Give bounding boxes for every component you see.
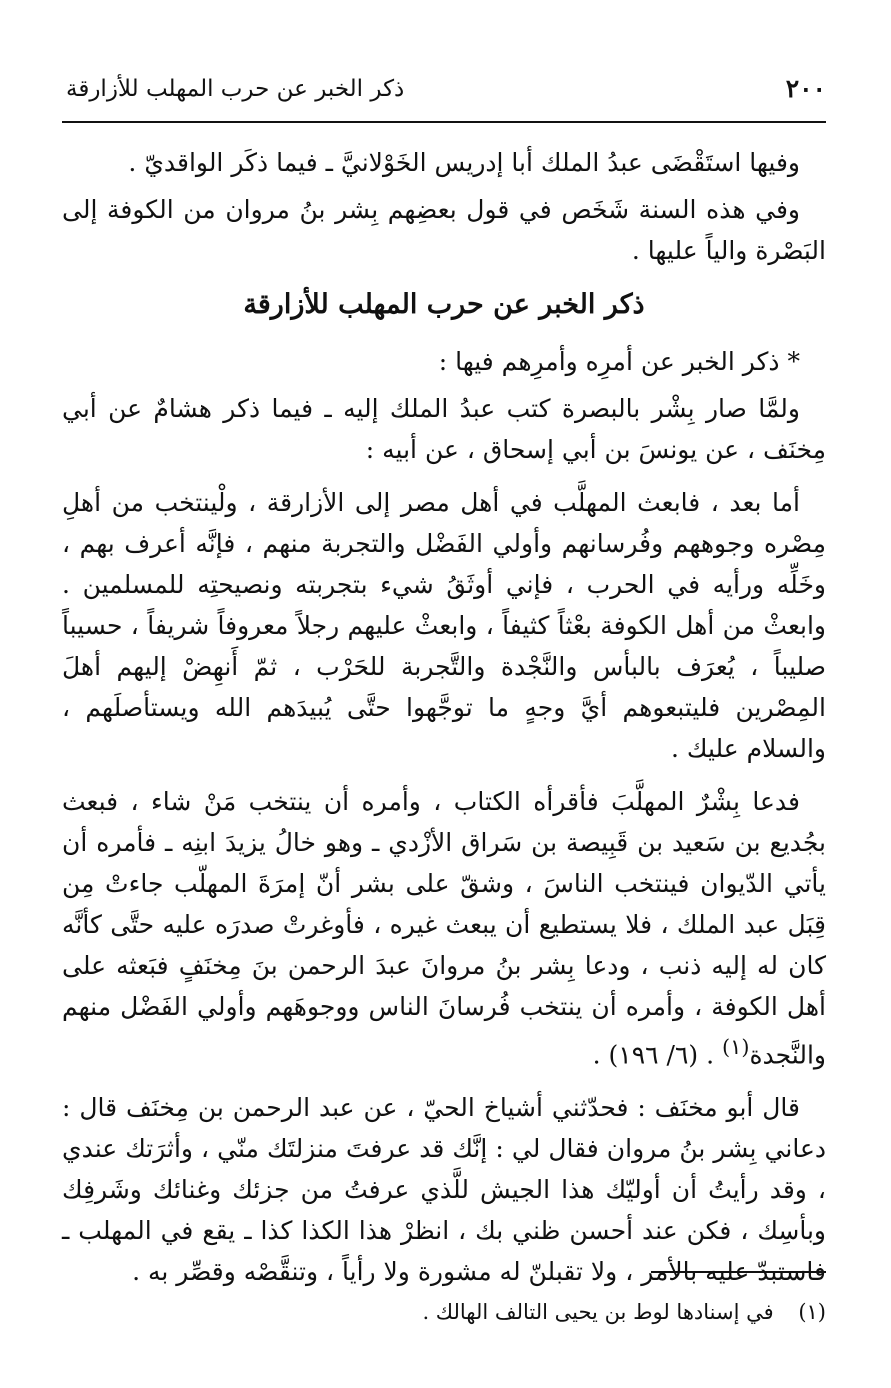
paragraph-muhallab-citation: . (٦/ ١٩٦) . xyxy=(592,1040,722,1070)
paragraph-abu-mikhnaf: قال أبو مخنَف : فحدّثني أشياخ الحيّ ، عن عبد الرحمن بن مِخنَف قال : دعاني بِشر بنُ مروان فقال لي : إنَّك قد عرفتَ منزلتَك منّي ، وأثرَتك عندي ، وقد رأيتُ أن أوليّك هذا الجيش للَّذي عرفتُ من جزئك وغنائك وشَرفِك وبأسِك ، فكن عند أحسن ظني بك ، انظرْ هذا الكذا كذا ـ يقع في المهلب ـ فاستبدّ عليه بالأمر ، ولا تقبلنّ له مشورة ولا رأياً ، وتنقَّصْه وقصِّر به . xyxy=(62,1093,826,1287)
section-heading: ذكر الخبر عن حرب المهلب للأزارقة xyxy=(243,289,645,320)
footnote-divider xyxy=(651,1271,826,1273)
running-title: ذكر الخبر عن حرب المهلب للأزارقة xyxy=(66,76,405,102)
footnote-marker: (١) xyxy=(798,1300,826,1324)
main-text xyxy=(62,142,826,1304)
paragraph-appointment: وفيها استَقْضَى عبدُ الملك أبا إدريس الخَوْلانيَّ ـ فيما ذكَر الواقديّ . xyxy=(128,148,800,177)
paragraph-muhallab-text: فدعا بِشْرٌ المهلَّبَ فأقرأه الكتاب ، وأمره أن ينتخب مَنْ شاء ، فبعث بجُديع بن سَعيد بن قَبِيصة بن سَراق الأزْدي ـ وهو خالُ يزيدَ ابنِه ـ فأمره أن يأتي الدّيوان فينتخب الناسَ ، وشقّ على بشر أنّ إمرَةَ المهلّب جاءتْ مِن قِبَل عبد الملك ، فلا يستطيع أن يبعث غيره ، فأوغرتْ صدرَه عليه حتَّى كأنَّه كان له إليه ذنب ، ودعا بِشر بنُ مروانَ عبدَ الرحمن بنَ مِخنَفٍ فبَعثه على أهل الكوفة ، وأمره أن ينتخب فُرسانَ الناس ووجوهَهم وأولي الفَضْل منهم والنَّجدة xyxy=(62,787,826,1070)
paragraph-letter-text: أما بعد ، فابعث المهلَّب في أهل مصر إلى الأزارقة ، ولْينتخب من أهلِ مِصْره وجوههم وفُرسانهم وأولي الفَضْل والتجربة منهم ، فإنَّه أعرف بهم ، وخَلِّه ورأيه في الحرب ، فإني أوثَقُ شيء بتجربته ونصيحتِه للمسلمين . وابعثْ من أهل الكوفة بعْثاً كثيفاً ، وابعثْ عليهم رجلاً معروفاً شريفاً ، حسيباً صليباً ، يُعرَف بالبأس والنَّجْدة والتَّجربة للحَرْب ، ثمّ أَنهِضْ إليهم أهلَ المِصْرين فليتبعوهم أيَّ وجهٍ ما توجَّهوا حتَّى يُبيدَهم الله ويستأصلَهم ، والسلام عليك . xyxy=(62,488,826,763)
page-number: ٢٠٠ xyxy=(785,74,826,103)
footnote xyxy=(66,1295,826,1329)
paragraph-muhallab-selection xyxy=(62,781,826,1075)
footnote-text: في إسنادها لوط بن يحيى التالف الهالك . xyxy=(422,1300,774,1324)
page-header xyxy=(62,72,826,116)
paragraph-letter-intro: ولمَّا صار بِشْر بالبصرة كتب عبدُ الملك إليه ـ فيما ذكر هشامٌ عن أبي مِخنَف ، عن يونسَ بن أبي إسحاق ، عن أبيه : xyxy=(62,394,826,464)
footnote-reference: (١) xyxy=(721,1035,750,1059)
paragraph-bishr-departure: وفي هذه السنة شَخَص في قول بعضِهم بِشر بنُ مروان من الكوفة إلى البَصْرة والياً عليها . xyxy=(62,195,826,265)
paragraph-subheading: * ذكر الخبر عن أمرِه وأمرِهم فيها : xyxy=(438,347,800,376)
header-divider xyxy=(62,121,826,123)
